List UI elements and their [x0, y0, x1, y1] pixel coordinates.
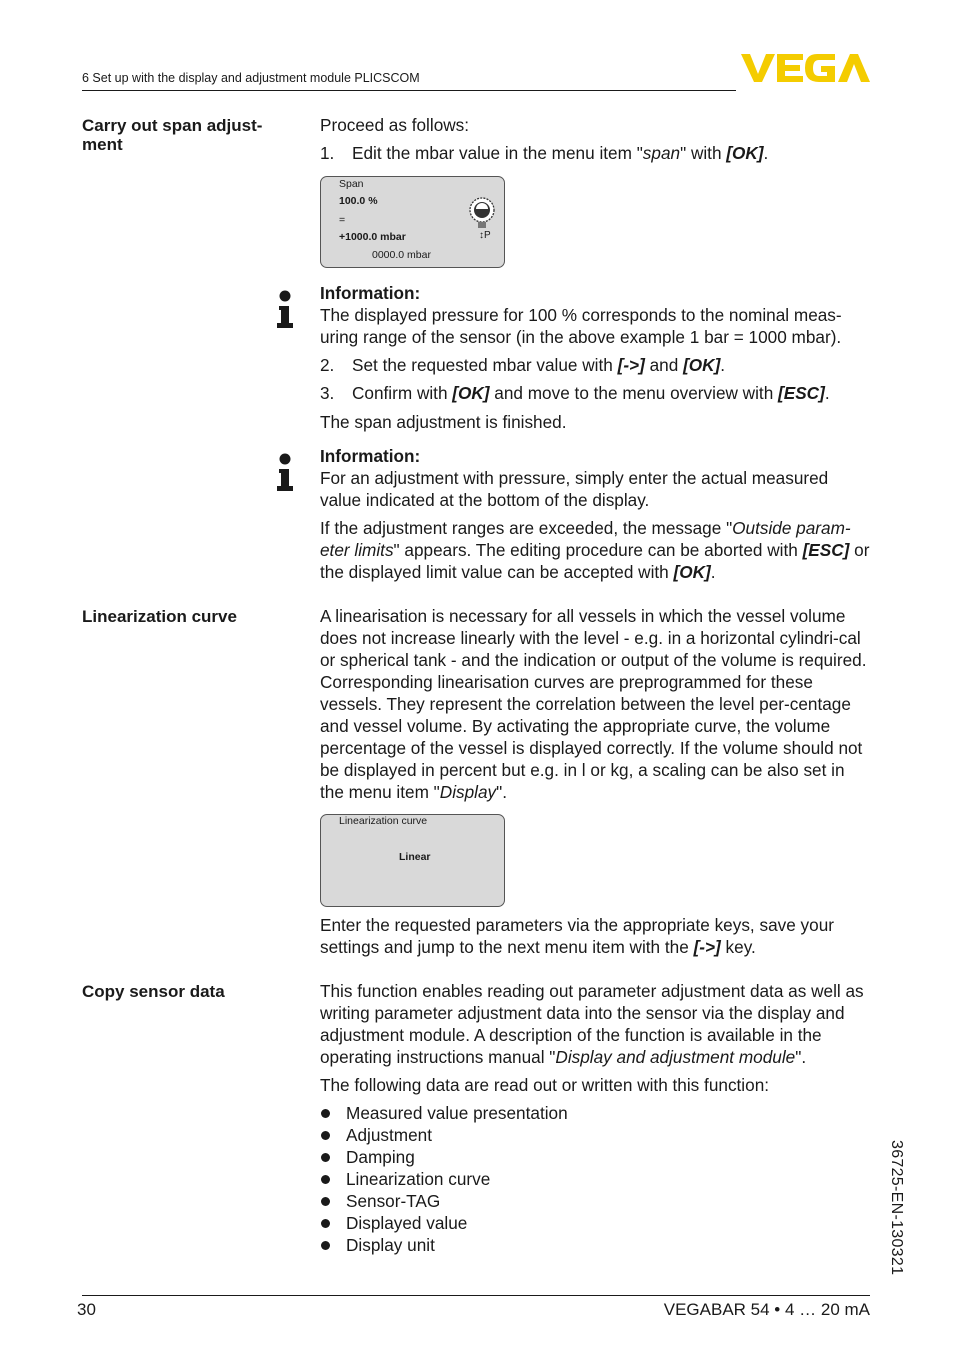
text: Enter the requested parameters via the appropriate keys, save your settings and jump to the next menu item with the — [320, 915, 834, 957]
display-linearization — [320, 814, 505, 907]
linearization-after — [320, 914, 872, 958]
information-icon — [274, 453, 296, 495]
header-rule — [82, 90, 736, 91]
text: . — [710, 562, 716, 582]
copy-lead: The following data are read out or written with this function: — [320, 1075, 770, 1095]
display-equals: = — [339, 214, 346, 226]
list-item: Measured value presentation — [320, 1102, 872, 1124]
span-proceed: Proceed as follows: — [320, 115, 470, 135]
vega-logo-mark — [741, 50, 873, 84]
text: A linearisation is necessary for all vessels in which the vessel volume does not increase linearly with the level - e.g. in a horizontal cylindri-cal or spherical tank - and the indication or output of the volume is required. Corresponding linearisation curves are preprogrammed for these vessels. They represent the correlation between the level per-centage and vessel volume. By activating the appropriate curve, the volume percentage of the vessel is displayed correctly. If the volume should not be displayed in percent but e.g. in l or kg, a scaling can be also set in the menu item " — [320, 606, 867, 802]
document-code: 36725-EN-130321 — [888, 1140, 905, 1276]
step-menu-item: span — [642, 143, 681, 163]
section-title-linearization: Linearization curve — [82, 607, 237, 626]
step-text: . — [720, 355, 726, 375]
span-step-1 — [320, 142, 872, 164]
manual-name: Display and adjustment module — [555, 1047, 796, 1067]
footer-rule — [82, 1295, 870, 1296]
text: or the displayed limit value can be accepted with — [320, 540, 870, 582]
list-item: Linearization curve — [320, 1168, 872, 1190]
info-text: The displayed pressure for 100 % corresponds to the nominal meas-uring range of the sensor (in the above example 1 bar = 1000 mbar). — [320, 305, 842, 347]
span-info-block-2 — [320, 445, 872, 583]
display-title: Linearization curve — [339, 815, 428, 827]
step-text: Set the requested mbar value with — [352, 355, 618, 375]
display-value: Linear — [399, 851, 431, 863]
key-ok: [OK] — [673, 562, 711, 582]
key-ok: [OK] — [683, 355, 721, 375]
copy-data-list — [320, 1102, 872, 1256]
step-number: 3. — [320, 383, 335, 403]
step-text: Confirm with — [352, 383, 453, 403]
step-number: 1. — [320, 143, 335, 163]
text: This function enables reading out parameter adjustment data as well as writing parameter adjustment data into the sensor via the display and adjustment module. A description of the function is available in the operating instructions manual " — [320, 981, 864, 1067]
limits-text — [320, 517, 872, 583]
information-icon — [274, 290, 296, 332]
message-name: Outside param-eter limits — [320, 518, 851, 560]
copy-paragraph — [320, 980, 872, 1068]
list-item: Sensor-TAG — [320, 1190, 872, 1212]
span-info-block — [320, 282, 872, 433]
step-text: and move to the menu overview with — [489, 383, 779, 403]
list-item: Adjustment — [320, 1124, 872, 1146]
step-text: . — [824, 383, 830, 403]
key-arrow: [->] — [693, 937, 721, 957]
arrow-up-down-icon: ↕ — [479, 230, 484, 241]
list-item: Damping — [320, 1146, 872, 1168]
span-intro — [320, 114, 872, 164]
step-text: . — [763, 143, 769, 163]
step-text: and — [644, 355, 684, 375]
key-esc: [ESC] — [802, 540, 850, 560]
info-label: Information: — [320, 283, 421, 303]
text: " appears. The editing procedure can be aborted with — [393, 540, 803, 560]
page-number: 30 — [77, 1300, 96, 1319]
product-name: VEGABAR 54 • 4 … 20 mA — [663, 1300, 870, 1319]
display-title: Span — [339, 178, 364, 190]
linearization-after-text — [320, 914, 872, 958]
key-arrow: [->] — [617, 355, 645, 375]
info-text: For an adjustment with pressure, simply enter the actual measured value indicated at the bottom of the display. — [320, 468, 829, 510]
display-percent: 100.0 % — [339, 195, 378, 207]
text: ". — [795, 1047, 807, 1067]
menu-item-display: Display — [439, 782, 497, 802]
linearization-text — [320, 605, 872, 803]
display-p-indicator — [479, 230, 491, 241]
text: key. — [720, 937, 756, 957]
key-ok: [OK] — [452, 383, 490, 403]
text: ". — [496, 782, 508, 802]
key-ok: [OK] — [726, 143, 764, 163]
section-title-copy: Copy sensor data — [82, 982, 225, 1001]
pressure-gauge-icon — [467, 197, 497, 232]
info-label: Information: — [320, 446, 421, 466]
display-span — [320, 176, 505, 268]
step-text: Edit the mbar value in the menu item " — [352, 143, 643, 163]
list-item: Display unit — [320, 1234, 872, 1256]
span-step-2 — [320, 354, 872, 376]
linearization-paragraph — [320, 605, 872, 803]
section-title-span: Carry out span adjust-ment — [82, 116, 263, 154]
text: If the adjustment ranges are exceeded, the message " — [320, 518, 733, 538]
copy-text — [320, 980, 872, 1256]
running-header: 6 Set up with the display and adjustment module PLICSCOM — [82, 71, 420, 85]
p-label: P — [484, 230, 491, 241]
span-finished: The span adjustment is finished. — [320, 412, 567, 432]
span-step-3 — [320, 382, 872, 404]
vega-logo — [741, 50, 873, 89]
key-esc: [ESC] — [778, 383, 825, 403]
step-text: " with — [680, 143, 727, 163]
step-number: 2. — [320, 355, 335, 375]
list-item: Displayed value — [320, 1212, 872, 1234]
display-bottom-value: 0000.0 mbar — [372, 249, 431, 261]
display-value: +1000.0 mbar — [339, 231, 406, 243]
